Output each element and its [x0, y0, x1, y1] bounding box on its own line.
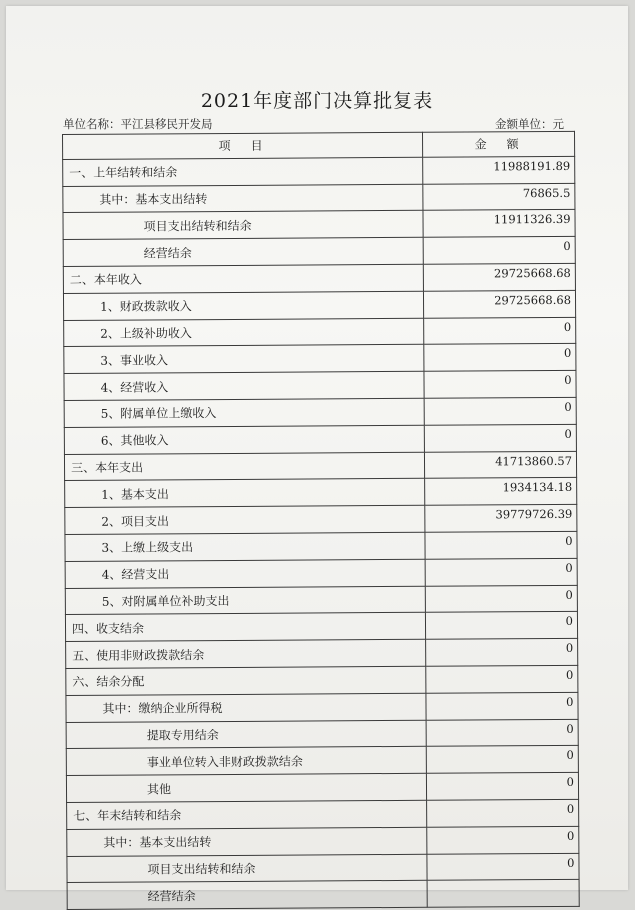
- row-label: 4、经营支出: [65, 559, 425, 588]
- row-label: 4、经营收入: [64, 371, 424, 400]
- row-amount: 0: [424, 344, 576, 372]
- row-amount: 11988191.89: [423, 156, 575, 184]
- row-label: 提取专用结余: [66, 720, 426, 749]
- row-label: 3、上缴上级支出: [65, 532, 425, 561]
- row-label: 其他: [66, 773, 426, 802]
- table-row: [66, 746, 578, 776]
- document-page: [6, 6, 628, 904]
- row-label: 其中：缴纳企业所得税: [66, 693, 426, 722]
- row-label: 5、对附属单位补助支出: [65, 586, 425, 615]
- header-amount: 金 额: [422, 131, 574, 157]
- row-amount: 0: [425, 558, 577, 586]
- approval-table: [62, 131, 580, 910]
- table-row: [64, 371, 576, 401]
- table-row: [64, 397, 576, 427]
- row-amount: 0: [426, 639, 578, 667]
- row-amount: 0: [426, 719, 578, 747]
- row-label: 6、其他收入: [64, 425, 424, 454]
- row-amount: 0: [424, 397, 576, 425]
- row-label: 其中：基本支出结转: [63, 184, 423, 213]
- row-label: 3、事业收入: [64, 345, 424, 374]
- row-amount: 0: [424, 317, 576, 345]
- row-label: 经营结余: [67, 881, 427, 910]
- row-label: 七、年末结转和结余: [67, 800, 427, 829]
- row-label: 二、本年收入: [63, 264, 423, 293]
- row-amount: 76865.5: [423, 183, 575, 211]
- table-row: [63, 183, 575, 213]
- table-row: [67, 880, 579, 910]
- table-row: [65, 478, 577, 508]
- table-row: [66, 719, 578, 749]
- table-row: [65, 612, 577, 642]
- table-row: [66, 692, 578, 722]
- row-label: 1、财政拨款收入: [63, 291, 423, 320]
- row-label: 2、上级补助收入: [64, 318, 424, 347]
- table-row: [66, 639, 578, 669]
- row-label: 五、使用非财政拨款结余: [66, 639, 426, 668]
- currency-unit-label: 金额单位：元: [495, 117, 564, 131]
- row-amount: [427, 880, 579, 908]
- row-amount: 0: [427, 826, 579, 854]
- row-amount: 39779726.39: [425, 505, 577, 533]
- row-label: 三、本年支出: [64, 452, 424, 481]
- row-amount: 0: [425, 531, 577, 559]
- row-label: 经营结余: [63, 237, 423, 266]
- table-row: [63, 290, 575, 320]
- row-amount: 0: [427, 853, 579, 881]
- row-amount: 0: [427, 799, 579, 827]
- row-label: 事业单位转入非财政拨款结余: [66, 747, 426, 776]
- row-amount: 0: [425, 612, 577, 640]
- table-row: [65, 558, 577, 588]
- row-amount: 0: [424, 424, 576, 452]
- row-amount: 11911326.39: [423, 210, 575, 238]
- table-row: [63, 210, 575, 240]
- row-amount: 0: [425, 585, 577, 613]
- row-label: 六、结余分配: [66, 666, 426, 695]
- row-amount: 0: [426, 772, 578, 800]
- table-row: [67, 799, 579, 829]
- row-label: 一、上年结转和结余: [63, 157, 423, 186]
- row-label: 项目支出结转和结余: [67, 854, 427, 883]
- table-row: [63, 156, 575, 186]
- row-label: 其中：基本支出结转: [67, 827, 427, 856]
- table-row: [65, 531, 577, 561]
- row-amount: 0: [423, 237, 575, 265]
- row-label: 1、基本支出: [65, 479, 425, 508]
- row-amount: 29725668.68: [423, 263, 575, 291]
- table-row: [64, 424, 576, 454]
- row-label: 四、收支结余: [65, 613, 425, 642]
- table-row: [64, 451, 576, 481]
- table-row: [67, 853, 579, 883]
- table-row: [67, 826, 579, 856]
- approval-table-wrapper: [62, 131, 579, 910]
- table-row: [63, 237, 575, 267]
- table-row: [64, 344, 576, 374]
- table-row: [66, 665, 578, 695]
- row-amount: 0: [424, 371, 576, 399]
- row-label: 5、附属单位上缴收入: [64, 398, 424, 427]
- table-row: [63, 263, 575, 293]
- document-title: 2021年度部门决算批复表: [200, 90, 434, 112]
- row-amount: 0: [426, 665, 578, 693]
- header-item: 项 目: [63, 132, 423, 159]
- table-row: [65, 585, 577, 615]
- table-row: [66, 772, 578, 802]
- row-amount: 0: [426, 746, 578, 774]
- table-header-row: [63, 131, 575, 159]
- row-label: 项目支出结转和结余: [63, 211, 423, 240]
- row-label: 2、项目支出: [65, 505, 425, 534]
- table-row: [65, 505, 577, 535]
- row-amount: 29725668.68: [423, 290, 575, 318]
- row-amount: 0: [426, 692, 578, 720]
- table-row: [64, 317, 576, 347]
- row-amount: 41713860.57: [424, 451, 576, 479]
- table-body: [63, 156, 580, 909]
- unit-name-label: 单位名称：平江县移民开发局: [63, 117, 213, 131]
- row-amount: 1934134.18: [425, 478, 577, 506]
